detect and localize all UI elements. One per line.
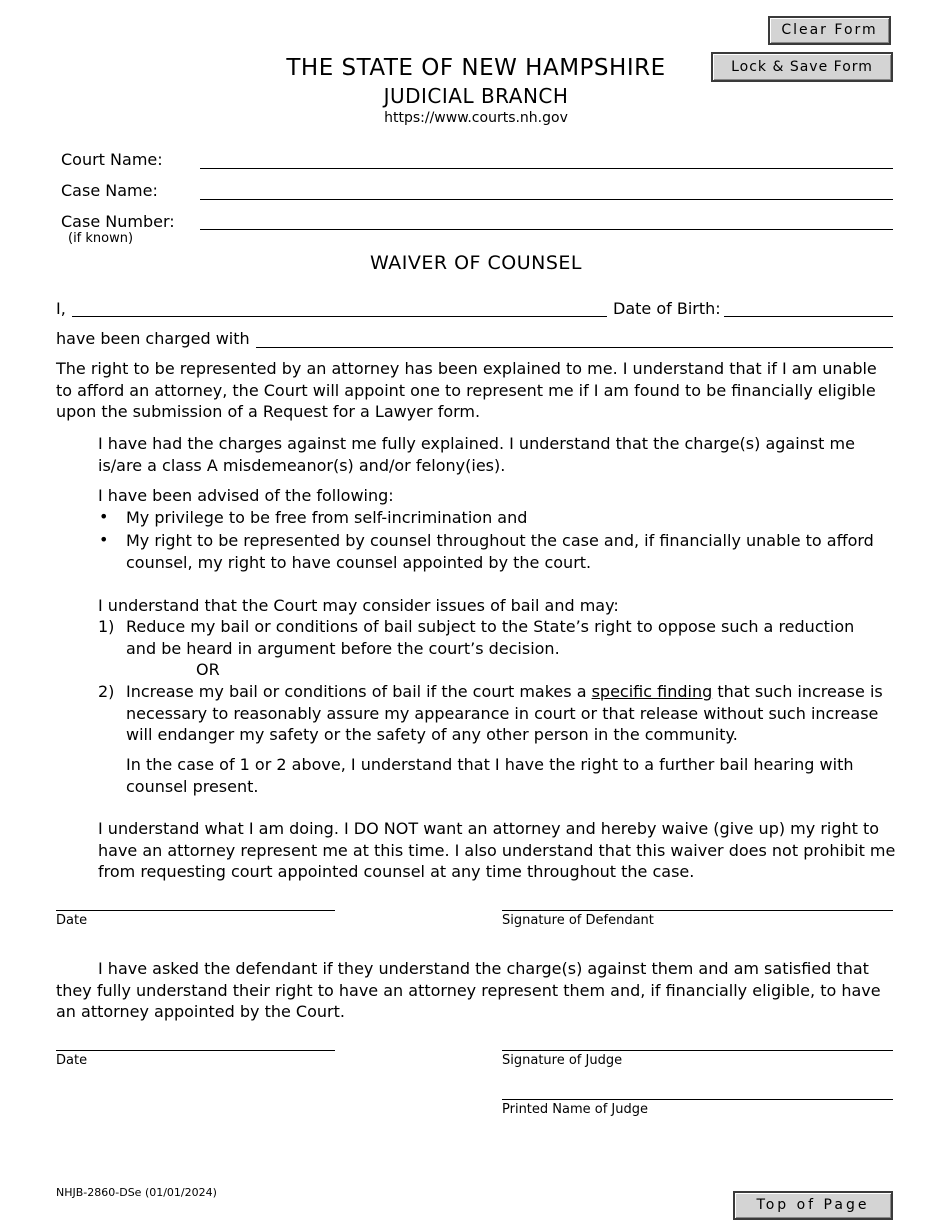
lock-save-form-button[interactable]: Lock & Save Form [711,52,893,82]
bullet-item: My privilege to be free from self-incrimination and [126,508,528,527]
case-name-field[interactable] [200,199,893,200]
bullet-marker: • [99,530,109,549]
charges-paragraph: I have had the charges against me fully explained. I understand that the charge(s) against me is/are a class A misdemeanor(s) and/or felony(ies). [98,434,855,475]
case-number-label: Case Number: [61,212,175,231]
defendant-date-field[interactable] [56,910,335,911]
bail-reduce-item: Reduce my bail or conditions of bail subject to the State’s right to oppose such a reduction and be heard in argument before the court’s decision. [126,617,855,658]
waiver-paragraph: I understand what I am doing. I DO NOT want an attorney and hereby waive (give up) my right to have an attorney represent me at this time. I also understand that this waiver does not prohibit me from requesting court appointed counsel at any time throughout the case. [98,819,896,881]
court-name-label: Court Name: [61,150,163,169]
advised-intro: I have been advised of the following: [98,486,394,505]
item-number: 2) [98,682,115,701]
defendant-signature-label: Signature of Defendant [502,913,654,928]
case-number-note: (if known) [68,231,134,246]
form-id: NHJB-2860-DSe (01/01/2024) [56,1186,217,1199]
rights-paragraph: The right to be represented by an attorney has been explained to me. I understand that if I am unable to afford an attorney, the Court will appoint one to represent me if I am found to be financially eligible upon the submission of a Request for a Lawyer form. [56,359,877,421]
judge-signature-label: Signature of Judge [502,1053,623,1068]
item2-text: Increase my bail or conditions of bail if the court makes a [126,682,592,701]
defendant-signature-field[interactable] [502,910,893,911]
item-number: 1) [98,617,115,636]
judge-paragraph: I have asked the defendant if they understand the charge(s) against them and am satisfied that they fully understand their right to have an attorney represent them and, if financially eligible, to have an attorney appointed by the Court. [56,959,881,1021]
state-heading: THE STATE OF NEW HAMPSHIRE [286,55,666,81]
case-number-field[interactable] [200,229,893,230]
further-hearing-note: In the case of 1 or 2 above, I understand that I have the right to a further bail hearing with counsel present. [126,755,854,796]
i-label: I, [56,299,66,318]
dob-label: Date of Birth: [613,299,721,318]
bullet-item: My right to be represented by counsel throughout the case and, if financially unable to afford counsel, my right to have counsel appointed by the court. [126,531,874,572]
bullet-marker: • [99,507,109,526]
specific-finding-text: specific finding [591,682,713,701]
defendant-name-field[interactable] [72,316,607,317]
case-name-label: Case Name: [61,181,158,200]
branch-heading: JUDICIAL BRANCH [383,84,569,108]
clear-form-button[interactable]: Clear Form [768,16,891,45]
judge-signature-field[interactable] [502,1050,893,1051]
court-name-field[interactable] [200,168,893,169]
court-url: https://www.courts.nh.gov [384,110,568,126]
or-separator: OR [196,660,220,679]
charged-with-field[interactable] [256,347,893,348]
date-label: Date [56,913,88,928]
date-label: Date [56,1053,88,1068]
item2-text: that such increase is necessary to reasonably assure my appearance in court or that release without such increase will endanger my safety or the safety of any other person in the community. [126,682,883,744]
charged-label: have been charged with [56,329,250,348]
form-title: WAIVER OF COUNSEL [369,252,582,274]
judge-printed-name-label: Printed Name of Judge [502,1102,649,1117]
bail-intro: I understand that the Court may consider issues of bail and may: [98,596,619,615]
date-of-birth-field[interactable] [724,316,893,317]
top-of-page-button[interactable]: Top of Page [733,1191,893,1220]
judge-printed-name-field[interactable] [502,1099,893,1100]
bail-increase-item [126,681,891,746]
judge-date-field[interactable] [56,1050,335,1051]
